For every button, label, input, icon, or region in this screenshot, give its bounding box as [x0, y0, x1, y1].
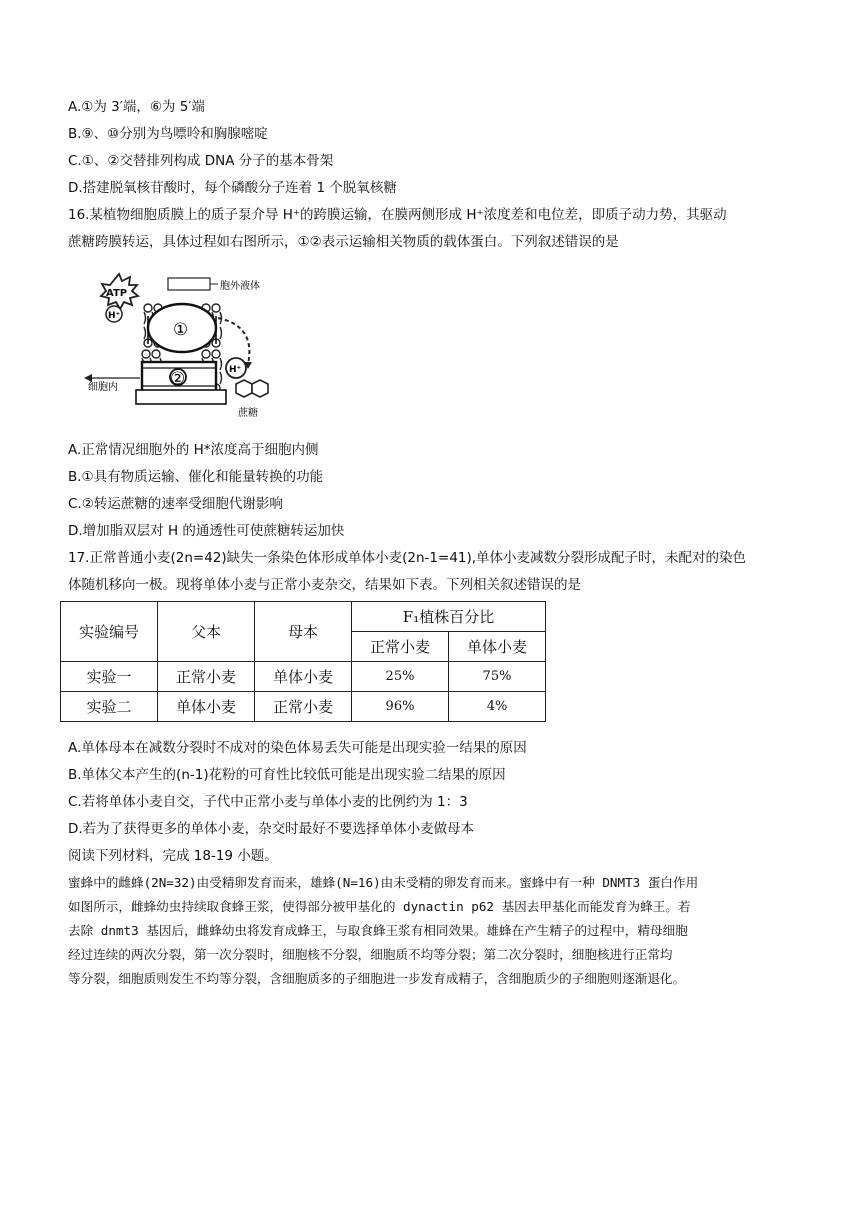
material-line: 蜜蜂中的雌蜂(2N=32)由受精卵发育而来，雄蜂(N=16)由未受精的卵发育而来。蜜蜂中有一种 DNMT3 蛋白作用 — [68, 875, 699, 890]
protein-1-label: ① — [173, 320, 189, 340]
q15-option-c: C.①、②交替排列构成 DNA 分子的基本骨架 — [68, 153, 334, 169]
protein-2-label: ② — [170, 369, 186, 389]
outside-fluid-label: 胞外液体 — [220, 281, 260, 292]
reading-material — [68, 871, 792, 991]
cell-normal: 96% — [352, 692, 449, 722]
material-line: 去除 dnmt3 基因后，雌蜂幼虫将发育成蜂王，与取食蜂王浆有相同效果。雄蜂在产生精子的过程中，精母细胞 — [68, 923, 688, 938]
q17-option-d: D.若为了获得更多的单体小麦，杂交时最好不要选择单体小麦做母本 — [68, 821, 475, 837]
membrane-transport-diagram — [84, 268, 280, 424]
h-plus-left-label: H⁺ — [108, 311, 121, 321]
material-line: 经过连续的两次分裂，第一次分裂时，细胞核不分裂，细胞质不均等分裂；第二次分裂时，细胞核进行正常均 — [68, 947, 673, 962]
table-row — [61, 692, 546, 722]
q16-option-a: A.正常情况细胞外的 H*浓度高于细胞内侧 — [68, 442, 319, 458]
reading-intro: 阅读下列材料，完成 18-19 小题。 — [68, 848, 278, 864]
q15-option-b: B.⑨、⑩分别为鸟嘌呤和胸腺嘧啶 — [68, 126, 268, 142]
cell-father: 正常小麦 — [158, 662, 255, 692]
cell-id: 实验二 — [61, 692, 158, 722]
q16-option-b: B.①具有物质运输、催化和能量转换的功能 — [68, 469, 324, 485]
header-experiment-id: 实验编号 — [61, 602, 158, 662]
header-monosomic-wheat: 单体小麦 — [449, 632, 546, 662]
header-mother: 母本 — [255, 602, 352, 662]
h-plus-right-label: H⁺ — [229, 365, 242, 375]
header-f1-percentage: F₁植株百分比 — [352, 602, 546, 632]
table-row — [61, 662, 546, 692]
cell-mono: 4% — [449, 692, 546, 722]
sucrose-label: 蔗糖 — [238, 408, 258, 419]
experiment-table — [60, 601, 546, 722]
q16-option-d: D.增加脂双层对 H 的通透性可使蔗糖转运加快 — [68, 523, 345, 539]
q17-option-a: A.单体母本在减数分裂时不成对的染色体易丢失可能是出现实验一结果的原因 — [68, 740, 527, 756]
q15-option-d: D.搭建脱氧核苷酸时，每个磷酸分子连着 1 个脱氧核糖 — [68, 180, 397, 196]
q16-stem-line2: 蔗糖跨膜转运，具体过程如右图所示，①②表示运输相关物质的载体蛋白。下列叙述错误的是 — [68, 234, 619, 250]
cell-mother: 单体小麦 — [255, 662, 352, 692]
sucrose-molecule-icon — [236, 380, 268, 397]
q16-option-c: C.②转运蔗糖的速率受细胞代谢影响 — [68, 496, 283, 512]
q17-stem-line2: 体随机移向一极。现将单体小麦与正常小麦杂交，结果如下表。下列相关叙述错误的是 — [68, 577, 581, 593]
q16-stem-line1: 16.某植物细胞质膜上的质子泵介导 H⁺的跨膜运输，在膜两侧形成 H⁺浓度差和电位差，即质子动力势，其驱动 — [68, 207, 727, 223]
q15-option-a: A.①为 3′端，⑥为 5′端 — [68, 99, 205, 115]
material-line: 如图所示，雌蜂幼虫持续取食蜂王浆，使得部分被甲基化的 dynactin p62 基因去甲基化而能发育为蜂王。若 — [68, 899, 691, 914]
cell-normal: 25% — [352, 662, 449, 692]
atp-label: ATP — [106, 288, 128, 299]
inside-cell-label: 细胞内 — [88, 382, 118, 393]
cell-mono: 75% — [449, 662, 546, 692]
material-line: 等分裂，细胞质则发生不均等分裂，含细胞质多的子细胞进一步发育成精子，含细胞质少的子细胞则逐渐退化。 — [68, 971, 686, 986]
cell-id: 实验一 — [61, 662, 158, 692]
h-plus-flow-arrow — [218, 318, 249, 364]
q17-option-b: B.单体父本产生的(n-1)花粉的可育性比较低可能是出现实验二结果的原因 — [68, 767, 506, 783]
cell-mother: 正常小麦 — [255, 692, 352, 722]
header-father: 父本 — [158, 602, 255, 662]
header-normal-wheat: 正常小麦 — [352, 632, 449, 662]
cell-father: 单体小麦 — [158, 692, 255, 722]
q17-option-c: C.若将单体小麦自交，子代中正常小麦与单体小麦的比例约为 1：3 — [68, 794, 468, 810]
q17-stem-line1: 17.正常普通小麦(2n=42)缺失一条染色体形成单体小麦(2n-1=41),单体小麦减数分裂形成配子时，未配对的染色 — [68, 550, 747, 566]
